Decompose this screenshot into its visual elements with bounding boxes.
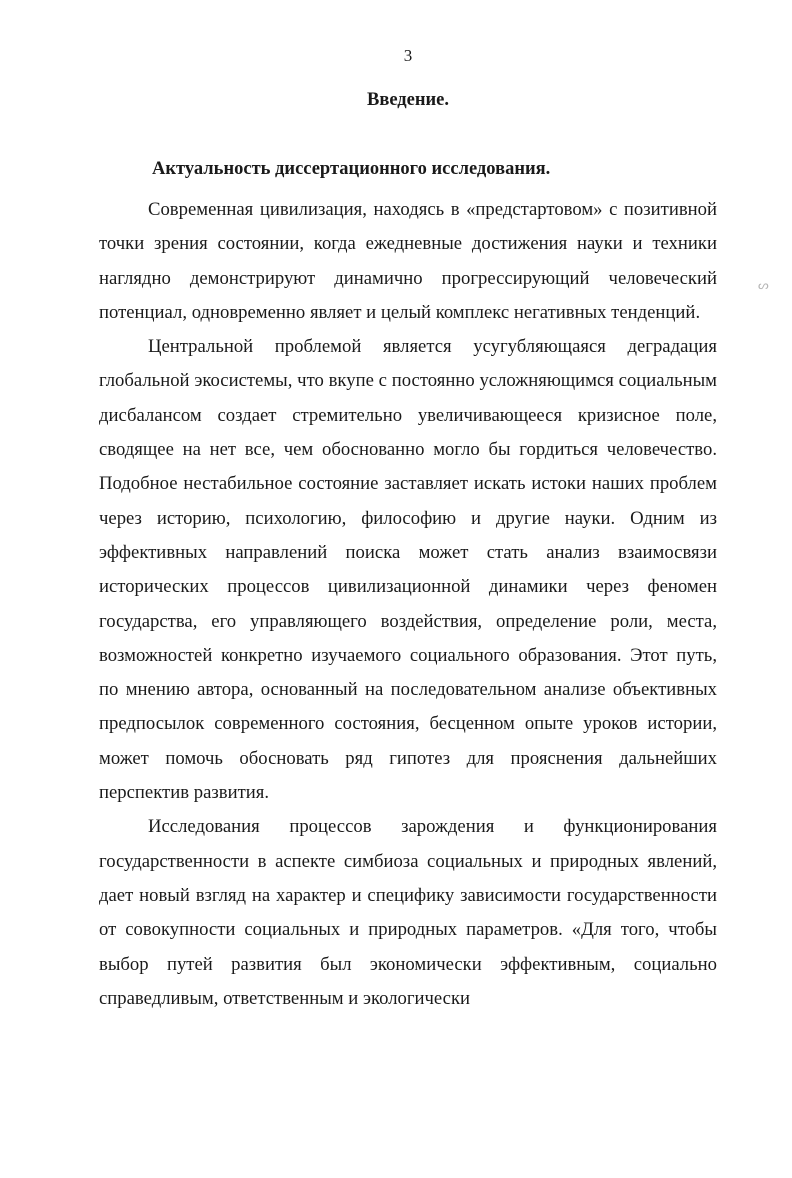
page-number: 3 [403, 46, 413, 65]
section-heading: Введение. [366, 90, 450, 110]
paragraph-1: Современная цивилизация, находясь в «предстартовом» с позитивной точки зрения состоянии, когда ежедневные достижения науки и техники наглядно демонстрируют динамично прогрессирующий человеческий потенциал, одновременно являет и целый комплекс негативных тенденций. [99, 199, 717, 323]
subsection-heading: Актуальность диссертационного исследования. [152, 159, 551, 179]
paragraph-3: Исследования процессов зарождения и функционирования государственности в аспекте симбиоза социальных и природных явлений, дает новый взгляд на характер и специфику зависимости государственности от совокупности социальных и природных параметров. «Для того, чтобы выбор путей развития был экономически эффективным, социально справедливым, ответственным и экологически [99, 816, 717, 1009]
body-text [99, 193, 717, 1016]
paragraph-2: Центральной проблемой является усугубляющаяся деградация глобальной экосистемы, что вкупе с постоянно усложняющимся социальным дисбалансом создает стремительно увеличивающееся кризисное поле, сводящее на нет все, чем обоснованно могло бы гордиться человечество. Подобное нестабильное состояние заставляет искать истоки наших проблем через историю, психологию, философию и другие науки. Одним из эффективных направлений поиска может стать анализ взаимосвязи исторических процессов цивилизационной динамики через феномен государства, его управляющего воздействия, определение роли, места, возможностей конкретно изучаемого социального образования. Этот путь, по мнению автора, основанный на последовательном анализе объективных предпосылок современного состояния, бесценном опыте уроков истории, может помочь обосновать ряд гипотез для прояснения дальнейших перспектив развития. [99, 336, 717, 804]
margin-scan-mark: ᔕ [758, 278, 769, 292]
